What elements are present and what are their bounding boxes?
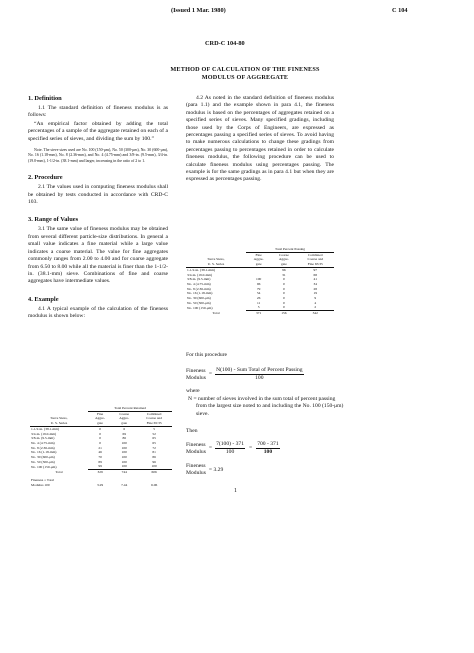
result-lhs <box>186 463 206 477</box>
table1-total-coarse: 744 <box>112 470 136 475</box>
formula-lhs <box>186 368 206 382</box>
formula-definition: N = number of sieves involved in the sum total of percent passing from the largest size noted to and including the No. 100 (150-μm) sieve. <box>188 395 344 417</box>
table1-col-sieve-line2: U. S. Series <box>50 421 68 426</box>
table1-fm-coarse: 7.44 <box>121 482 128 487</box>
section-1-note: Note. The sieve sizes used are No. 100 (150-μm), No. 50 (300-μm), No. 30 (600-μm), No. 16 (1.18-mm), No. 8 (2.36-mm), and No. 4 (4.75-mm) and 3/8-in. (9.5-mm), 3/4-in. (19.0-mm), 1-1/2-in. (38.1-mm) and larger, increasing in the ratio of 2 to 1. <box>28 148 168 163</box>
document-title <box>80 66 410 82</box>
section-1-quote: “An empirical factor obtained by adding the total percentages of a sample of the aggregate retained on each of a specified series of sieves, and dividing the sum by 100.” <box>28 120 168 142</box>
formula-fraction <box>215 367 304 382</box>
table2-total-combined: 342 <box>297 311 334 316</box>
page-code: C 104 <box>392 7 408 14</box>
issued-date: (Issued 1 Mar. 1980) <box>171 7 226 14</box>
table2-total-coarse: 156 <box>271 311 296 316</box>
table2-col-sieve <box>186 252 246 267</box>
table1-cell-combined: 65 <box>152 440 156 445</box>
table1-col-fine <box>88 411 112 426</box>
table1-cell-sieve: No. 100 (150-μm) <box>31 464 57 469</box>
table2-col-coarse <box>271 252 296 267</box>
example-numerator-1: 7(100) - 371 <box>216 441 245 448</box>
table1-col-fine-line2: Aggre- <box>95 416 106 421</box>
table2-cell-combined: 4 <box>314 300 317 305</box>
table1-cell-coarse: 86 <box>122 436 126 441</box>
table2-cell-fine: 100 <box>256 277 262 282</box>
table2-col-combined-line2: Coarse and <box>307 257 324 262</box>
table1-cell-fine: 0 <box>99 440 101 445</box>
title-line-1: METHOD OF CALCULATION OF THE FINENESS <box>170 66 320 73</box>
section-4-para: 4.1 A typical example of the calculation of the fineness modulus is shown below: <box>28 305 168 320</box>
formula-denominator: 100 <box>255 375 264 382</box>
table2-cell-sieve: No. 100 (150-μm) <box>187 305 213 310</box>
formula-equals: = <box>208 371 213 378</box>
table2-cell-coarse: 0 <box>283 300 285 305</box>
example-fraction-1 <box>215 441 245 456</box>
table1-cell-sieve: 3/8-in. (9.5-mm) <box>31 436 55 441</box>
example-denominator-1: 100 <box>225 449 235 456</box>
table2-cell-coarse: 96 <box>282 267 286 272</box>
table2-total-label: Total <box>212 311 220 316</box>
table2-cell-coarse: 0 <box>283 281 285 286</box>
table2-cell-combined: 34 <box>313 281 318 286</box>
table1-col-coarse <box>112 411 136 426</box>
document-number: CRD-C 104-80 <box>205 40 245 47</box>
table1-cell-fine: 46 <box>98 450 102 455</box>
table2-col-fine <box>246 252 271 267</box>
table1-cell-fine: 70 <box>98 455 102 460</box>
formula-numerator: N(100) - Sum Total of Percent Passing <box>216 367 303 374</box>
table2-group-header: Total Percent Passing <box>246 247 334 252</box>
table2-col-fine-line3: gate <box>255 262 262 267</box>
table1-cell-combined: 100 <box>151 464 157 469</box>
table2-col-coarse-line2: Aggre- <box>278 257 289 262</box>
table2-total-fine: 371 <box>246 311 271 316</box>
table2-cell-combined: 2 <box>314 305 317 310</box>
table2-cell-sieve: No. 4 (4.75-mm) <box>187 281 211 286</box>
table2-cell-fine: 96 <box>256 281 261 286</box>
table2-cell-combined: 97 <box>313 267 318 272</box>
table1-cell-combined: 65 <box>152 436 156 441</box>
left-column <box>28 95 168 321</box>
table1-total-combined: 606 <box>136 470 172 475</box>
example-fraction-2 <box>256 441 279 456</box>
table2-cell-sieve: 3/4-in. (19.0-mm) <box>187 272 213 277</box>
worked-example <box>186 441 346 456</box>
table1-cell-sieve: 3/4-in. (19.0-mm) <box>31 431 57 436</box>
table2-col-coarse-line3: gate <box>280 262 287 267</box>
table2-cell-combined: 68 <box>313 272 318 277</box>
table1-cell-sieve: No. 16 (1.18-mm) <box>31 450 57 455</box>
table1-cell-combined: 5 <box>153 426 155 431</box>
section-2-para: 2.1 The values used in computing fineness modulus shall be obtained by tests conducted in accordance with CRD-C 103. <box>28 184 168 206</box>
section-1-heading: 1. Definition <box>28 95 62 102</box>
table1-cell-combined: 86 <box>152 455 156 460</box>
table1-col-fine-line1: Fine <box>96 411 104 416</box>
table2-cell-fine: 11 <box>256 300 261 305</box>
table1-cell-fine: 89 <box>98 459 102 464</box>
right-column <box>186 95 334 184</box>
table2-cell-coarse: 0 <box>283 286 285 291</box>
table2-cell-fine: 54 <box>256 291 261 296</box>
table2-cell-combined: 28 <box>313 286 318 291</box>
table2-cell-sieve: 1-1/2-in. (38.1-mm) <box>187 267 216 272</box>
table1-cell-combined: 81 <box>152 450 156 455</box>
table1-cell-coarse: 100 <box>121 455 127 460</box>
table1-cell-coarse: 6 <box>123 426 126 431</box>
table2-col-fine-line1: Fine <box>255 252 262 257</box>
table1-col-combined-line2: Coarse and <box>146 416 162 421</box>
table1-fm-combined: 6.06 <box>151 482 158 487</box>
table1-fm-label-line2: Modulus 100 <box>31 482 50 487</box>
table2-cell-sieve: No. 16 (1.18-mm) <box>187 291 213 296</box>
table1-cell-coarse: 100 <box>121 450 127 455</box>
section-4-heading: 4. Example <box>28 295 59 303</box>
example-lhs <box>186 442 206 456</box>
table1-cell-combined: 52 <box>152 431 156 436</box>
table1-cell-coarse: 69 <box>122 431 126 436</box>
table1-cell-coarse: 100 <box>121 440 127 445</box>
example-lhs-line2: Modulus <box>186 448 206 455</box>
table1-cell-fine: 0 <box>99 431 101 436</box>
table1-cell-fine: 0 <box>99 426 101 431</box>
table-percent-passing <box>186 247 334 316</box>
table1-col-coarse-line2: Aggre- <box>119 416 130 421</box>
table1-cell-coarse: 100 <box>121 459 127 464</box>
table1-cell-fine: 21 <box>98 445 102 450</box>
fineness-modulus-formula <box>186 367 346 382</box>
table2-cell-combined: 9 <box>314 296 317 301</box>
formula-then: Then <box>186 428 198 435</box>
table2-col-fine-line2: Aggre- <box>253 257 264 262</box>
title-line-2: MODULUS OF AGGREGATE <box>201 74 289 81</box>
table2-cell-coarse: 0 <box>283 296 285 301</box>
table1-total-fine: 329 <box>88 470 112 475</box>
table1-cell-combined: 96 <box>152 459 156 464</box>
section-1-para: 1.1 The standard definition of fineness modulus is as follows: <box>28 105 168 119</box>
table2-col-coarse-line1: Coarse <box>279 252 289 257</box>
table1-fm-label <box>30 475 88 487</box>
section-4-2-para: 4.2 As noted in the standard definition of fineness modulus (para 1.1) and the example shown in para 4.1, the fineness modulus is based on the percentages of aggregates retained on a specified series of sieves. Many specified gradings, including those used by the Corps of Engineers, are expressed as percentages passing a specified series of sieves. To avoid having to make numerous calculations to change these gradings from percentages passing to percentages retained in order to calculate fineness modulus, the following procedure can be used to calculate fineness modulus using percentages passing. The example is for the same gradings as in para 4.1 but when they are expressed as percentages passing. <box>186 95 334 183</box>
table2-cell-combined: 19 <box>313 291 318 296</box>
table1-cell-sieve: No. 50 (300-μm) <box>31 459 55 464</box>
table2-cell-combined: 41 <box>313 277 318 282</box>
table1-cell-sieve: No. 4 (4.75-mm) <box>31 440 55 445</box>
table1-col-sieve-line1: Sieve Sizes, <box>50 416 68 421</box>
table2-cell-coarse: 31 <box>282 272 286 277</box>
table2-cell-sieve: No. 30 (600-μm) <box>187 296 211 301</box>
example-denominator-2: 100 <box>263 449 273 456</box>
formula-where: where <box>186 388 200 395</box>
table1-fm-label-line1: Fineness = Total <box>31 477 55 482</box>
formula-block <box>186 352 346 477</box>
table2-cell-coarse: 0 <box>283 277 285 282</box>
table1-cell-combined: 72 <box>152 445 156 450</box>
table1-total-label: Total <box>55 470 63 475</box>
table2-cell-sieve: No. 8 (2.36-mm) <box>187 286 211 291</box>
formula-lhs-line2: Modulus <box>186 374 206 381</box>
table1-cell-sieve: 1-1/2-in. (38.1-mm) <box>31 426 60 431</box>
table1-fm-fine: 3.29 <box>97 482 104 487</box>
table2-cell-fine: 79 <box>256 286 261 291</box>
result-value: = 3.29 <box>208 466 224 473</box>
table2-col-combined <box>297 252 334 267</box>
example-lhs-line1: Fineness <box>186 441 206 448</box>
table1-group-header: Total Percent Retained <box>88 406 172 411</box>
table-percent-retained <box>30 406 172 487</box>
table2-cell-coarse: 0 <box>283 305 285 310</box>
table2-cell-fine: 5 <box>257 305 260 310</box>
result-lhs-line1: Fineness <box>186 463 206 470</box>
page-number: 1 <box>234 488 237 494</box>
section-2-heading: 2. Procedure <box>28 174 63 182</box>
table1-col-coarse-line1: Coarse <box>119 411 130 416</box>
table1-cell-fine: 99 <box>98 464 102 469</box>
table2-cell-coarse: 0 <box>283 291 285 296</box>
table1-col-combined-line3: Fine 65:35 <box>146 421 162 426</box>
table2-col-sieve-line2: U. S. Series <box>207 262 225 267</box>
formula-lhs-line1: Fineness <box>186 367 206 374</box>
example-equals-2: = <box>249 445 253 452</box>
result-lhs-line2: Modulus <box>186 470 206 477</box>
table1-col-combined <box>136 411 172 426</box>
formula-intro: For this procedure <box>186 352 228 358</box>
table2-col-combined-line1: Combined <box>307 252 323 257</box>
section-3-para: 3.1 The same value of fineness modulus may be obtained from several different particle-size distributions. In general a small value indicates a fine material while a large value indicates a coarse material. The value for fine aggregates commonly ranges from 2.00 to 4.00 and for coarse aggregate from 6.50 to 8.00 while all the material is finer than the 1-1/2-in. (38.1-mm) sieve. Combinations of fine and coarse aggregates have intermediate values. <box>28 226 168 285</box>
example-equals-1: = <box>208 445 213 452</box>
table1-cell-fine: 0 <box>99 436 101 441</box>
table1-col-fine-line3: gate <box>97 421 103 426</box>
table1-cell-coarse: 100 <box>121 464 127 469</box>
table2-cell-sieve: 3/8-in. (9.5-mm) <box>187 277 211 282</box>
table1-cell-coarse: 100 <box>121 445 127 450</box>
example-numerator-2: 700 - 371 <box>257 441 279 448</box>
table1-col-combined-line1: Combined <box>146 411 162 416</box>
table2-col-combined-line3: Fine 65:35 <box>307 262 323 267</box>
section-3-heading: 3. Range of Values <box>28 216 79 224</box>
table1-cell-sieve: No. 8 (2.36-mm) <box>31 445 55 450</box>
table2-cell-sieve: No. 50 (300-μm) <box>187 300 211 305</box>
table1-col-sieve <box>30 411 88 426</box>
table1-col-coarse-line3: gate <box>121 421 128 426</box>
table1-cell-sieve: No. 30 (600-μm) <box>31 455 55 460</box>
table2-col-sieve-line1: Sieve Sizes, <box>207 257 225 262</box>
table2-cell-fine: 26 <box>256 296 261 301</box>
example-result <box>186 463 346 477</box>
